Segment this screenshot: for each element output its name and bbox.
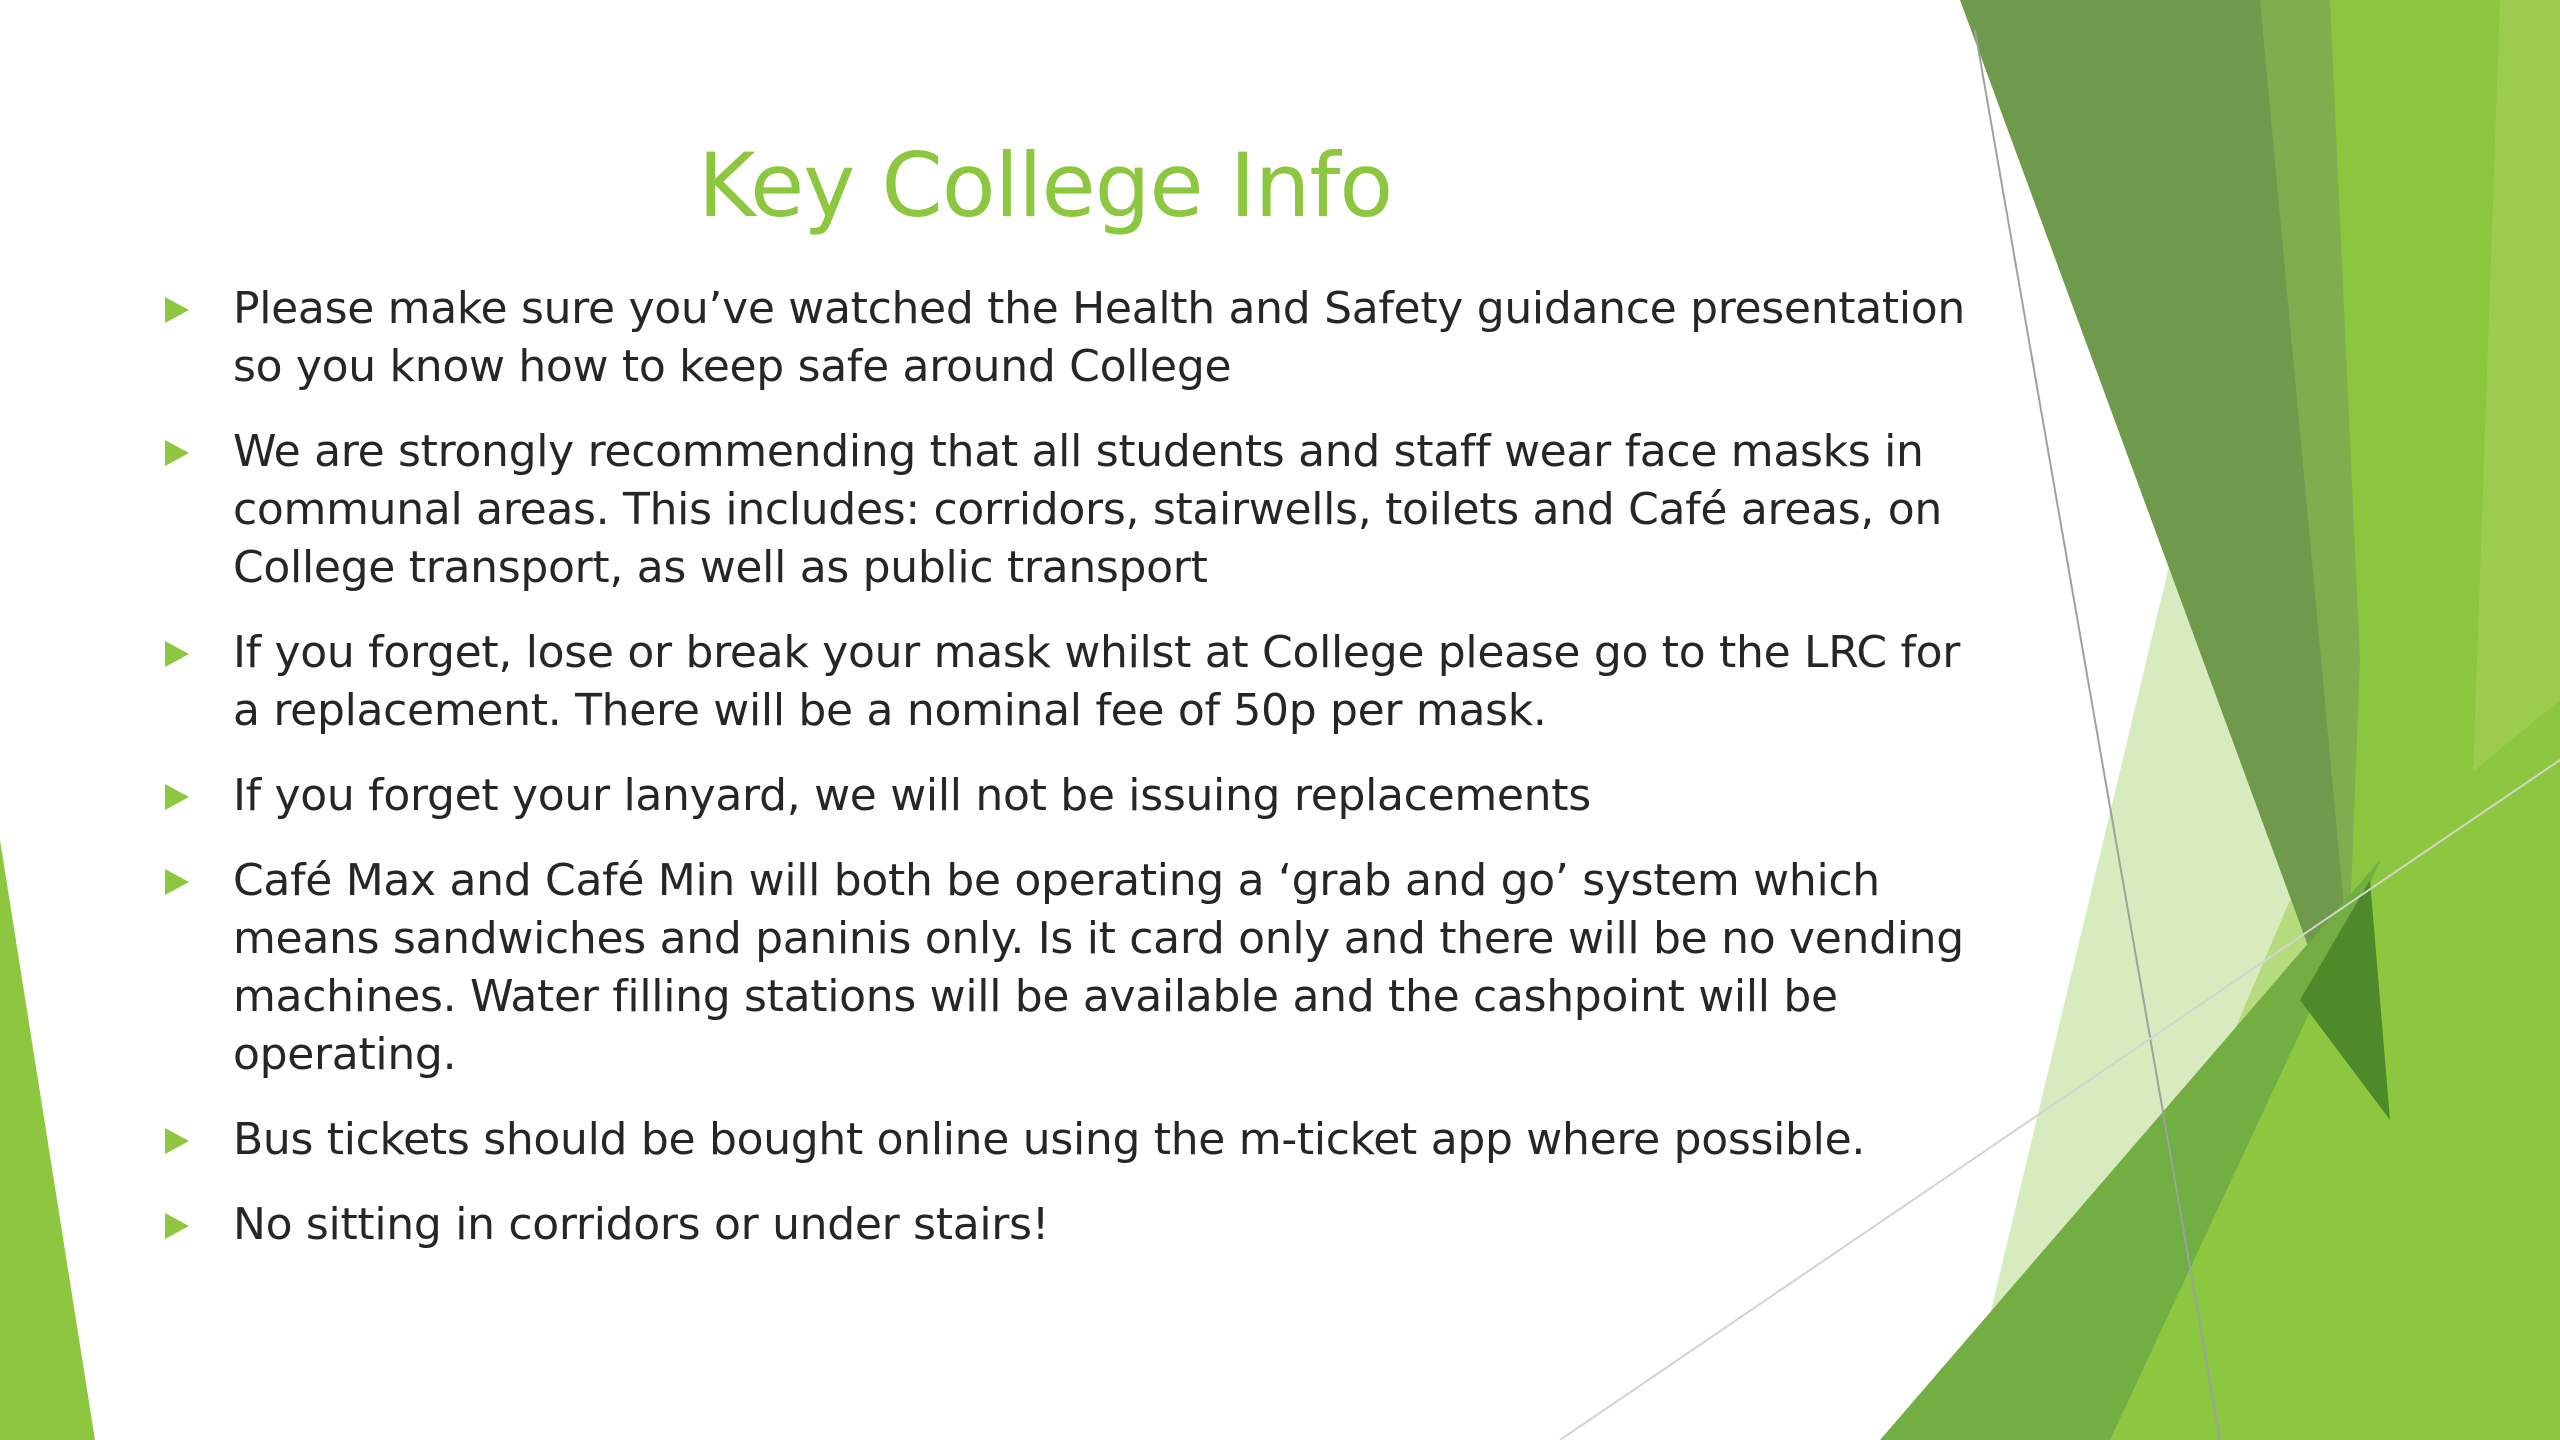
bullet-item xyxy=(160,1111,1990,1169)
slide-title: Key College Info xyxy=(697,134,1393,237)
bullet-text: If you forget your lanyard, we will not be issuing replacements xyxy=(233,770,1591,821)
bullet-text: We are strongly recommending that all students and staff wear face masks in communal areas. This includes: corridors, stairwells, toilets and Café areas, on College transport, as well as public transport xyxy=(233,426,1942,593)
left-green-sliver xyxy=(0,840,95,1440)
bullet-item xyxy=(160,423,1990,597)
bullet-text: Please make sure you’ve watched the Health and Safety guidance presentation so you know how to keep safe around College xyxy=(233,283,1965,392)
triangle-bullet-icon xyxy=(165,641,189,667)
bullet-text: No sitting in corridors or under stairs! xyxy=(233,1199,1050,1250)
bullet-text: If you forget, lose or break your mask whilst at College please go to the LRC for a replacement. There will be a nominal fee of 50p per mask. xyxy=(233,627,1961,736)
triangle-bullet-icon xyxy=(165,297,189,323)
bullet-text: Café Max and Café Min will both be operating a ‘grab and go’ system which means sandwiches and paninis only. Is it card only and there will be no vending machines. Water filling stations will be available and the cashpoint will be operating. xyxy=(233,855,1964,1080)
triangle-bullet-icon xyxy=(165,784,189,810)
bullet-text: Bus tickets should be bought online using the m-ticket app where possible. xyxy=(233,1114,1866,1165)
triangle-bullet-icon xyxy=(165,869,189,895)
triangle-bullet-icon xyxy=(165,1213,189,1239)
bullet-list xyxy=(160,280,1990,1281)
triangle-bullet-icon xyxy=(165,440,189,466)
bullet-item xyxy=(160,767,1990,825)
bullet-item xyxy=(160,1196,1990,1254)
bullet-item xyxy=(160,852,1990,1084)
bullet-item xyxy=(160,624,1990,740)
bullet-item xyxy=(160,280,1990,396)
triangle-bullet-icon xyxy=(165,1128,189,1154)
